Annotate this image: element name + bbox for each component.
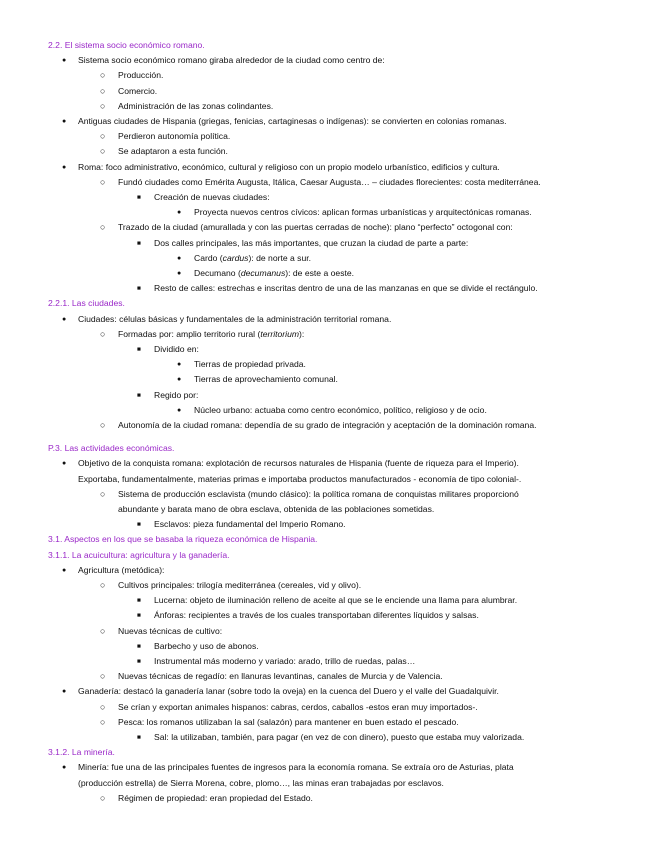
list-item-level-3: Lucerna: objeto de iluminación relleno de aceite al que se le enciende una llama para alumbrar. (154, 595, 518, 606)
bullet-icon: ■ (137, 346, 141, 353)
bullet-icon: ○ (100, 792, 106, 803)
list-item-level-3: Resto de calles: estrechas e inscritas dentro de una de las manzanas en que se divide el rectángulo. (154, 283, 538, 294)
bullet-icon: ○ (100, 328, 106, 339)
bullet-icon: ● (177, 361, 182, 369)
list-item-level-2: Autonomía de la ciudad romana: dependía de su grado de integración y aceptación de la dominación romana. (118, 420, 537, 430)
bullet-icon: ● (62, 460, 67, 468)
list-item-level-4: Tierras de propiedad privada. (194, 359, 306, 370)
list-item-level-2: Nuevas técnicas de cultivo: (118, 625, 223, 636)
bullet-icon: ■ (137, 285, 141, 293)
list-item-level-3: Dos calles principales, las más importantes, que cruzan la ciudad de parte a parte: (154, 237, 469, 248)
list-item-level-4: Tierras de aprovechamiento comunal. (194, 374, 338, 385)
list-item-level-1: Antiguas ciudades de Hispania (griegas, fenicias, cartaginesas o indígenas): se convierten en colonias romanas. (78, 116, 507, 126)
bullet-icon: ■ (137, 521, 141, 529)
bullet-icon: ○ (100, 701, 106, 712)
list-item-level-1: Sistema socio económico romano giraba alrededor de la ciudad como centro de: (78, 55, 385, 66)
list-item-level-1: Roma: foco administrativo, económico, cultural y religioso con un propio modelo urbanístico, edificios y cultura. (78, 161, 500, 172)
bullet-icon: ● (62, 163, 67, 171)
bullet-icon: ● (62, 688, 67, 696)
bullet-icon: ■ (137, 658, 141, 665)
list-item-continuation: Exportaba, fundamentalmente, materias primas e importaba productos manufacturados - economía de tipo colonial-. (78, 473, 522, 484)
bullet-icon: ○ (100, 488, 106, 499)
bullet-icon: ○ (100, 716, 106, 727)
bullet-icon: ○ (100, 131, 106, 142)
bullet-icon: ● (177, 376, 182, 384)
list-item-level-2: Cultivos principales: trilogía mediterránea (cereales, vid y olivo). (118, 580, 362, 590)
section-heading: 2.2. El sistema socio económico romano. (48, 40, 205, 50)
section-heading: P.3. Las actividades económicas. (48, 443, 175, 454)
bullet-icon: ○ (100, 222, 106, 233)
bullet-icon: ■ (137, 642, 141, 650)
bullet-icon: ■ (137, 194, 141, 201)
list-item-level-2: Perdieron autonomía política. (118, 131, 231, 142)
bullet-icon: ■ (137, 734, 141, 741)
bullet-icon: ○ (100, 671, 106, 682)
list-item-level-2: Formadas por: amplio territorio rural (territorium): (118, 328, 305, 339)
list-item-level-4: Cardo (cardus): de norte a sur. (194, 252, 312, 263)
bullet-icon: ● (62, 57, 67, 65)
list-item-level-2: Se adaptaron a esta función. (118, 146, 228, 157)
list-item-level-1: Objetivo de la conquista romana: explotación de recursos naturales de Hispania (fuente de riqueza para el Imperio). (78, 458, 519, 469)
list-item-level-3: Esclavos: pieza fundamental del Imperio Romano. (154, 519, 346, 530)
bullet-icon: ● (62, 566, 67, 574)
list-item-level-2: Comercio. (118, 85, 158, 96)
list-item-level-3: Regido por: (154, 389, 199, 400)
list-item-level-2: Se crían y exportan animales hispanos: cabras, cerdos, caballos -estos eran muy importados-. (118, 701, 478, 712)
bullet-icon: ● (62, 118, 67, 125)
bullet-icon: ○ (100, 100, 106, 111)
bullet-icon: ○ (100, 85, 106, 96)
list-item-level-2: Pesca: los romanos utilizaban la sal (salazón) para mantener en buen estado el pescado. (118, 716, 459, 727)
list-item-level-2: Trazado de la ciudad (amurallada y con las puertas cerradas de noche): plano “perfecto” octogonal con: (118, 222, 513, 233)
bullet-icon: ■ (137, 597, 141, 605)
list-item-level-4: Núcleo urbano: actuaba como centro económico, político, religioso y de ocio. (194, 404, 487, 415)
bullet-icon: ■ (137, 612, 141, 620)
list-item-level-3: Creación de nuevas ciudades: (154, 192, 270, 202)
list-item-continuation: (producción estrella) de Sierra Morena, cobre, plomo…, las minas eran trabajadas por esclavos. (78, 777, 444, 788)
list-item-level-2: Sistema de producción esclavista (mundo clásico): la política romana de conquistas militares proporcionó (118, 488, 519, 499)
section-heading: 3.1.1. La acuicultura: agricultura y la ganadería. (48, 549, 230, 560)
list-item-level-3: Ánforas: recipientes a través de los cuales transportaban diferentes líquidos y salsas. (154, 610, 479, 621)
bullet-icon: ● (62, 764, 67, 772)
bullet-icon: ● (177, 406, 182, 414)
section-heading: 2.2.1. Las ciudades. (48, 298, 125, 309)
bullet-icon: ● (62, 315, 67, 323)
bullet-icon: ● (177, 254, 182, 262)
list-item-level-3: Dividido en: (154, 344, 199, 354)
list-item-level-1: Ciudades: células básicas y fundamentales de la administración territorial romana. (78, 313, 392, 324)
bullet-icon: ○ (100, 176, 106, 187)
list-item-level-3: Sal: la utilizaban, también, para pagar (en vez de con dinero), puesto que estaba muy valorizada. (154, 732, 525, 742)
list-item-continuation: abundante y barata mano de obra esclava, obtenida de las poblaciones sometidas. (118, 504, 435, 514)
list-item-level-3: Barbecho y uso de abonos. (154, 640, 259, 651)
list-item-level-2: Producción. (118, 70, 164, 81)
list-item-level-2: Fundó ciudades como Emérita Augusta, Itálica, Caesar Augusta… – ciudades florecientes: costa mediterránea. (118, 176, 541, 187)
list-item-level-2: Nuevas técnicas de regadío: en llanuras levantinas, canales de Murcia y de Valencia. (118, 671, 443, 682)
list-item-level-1: Minería: fue una de las principales fuentes de ingresos para la economía romana. Se extraía oro de Asturias, plata (78, 762, 514, 773)
bullet-icon: ○ (100, 146, 106, 157)
bullet-icon: ■ (137, 239, 141, 247)
list-item-level-4: Proyecta nuevos centros cívicos: aplican formas urbanísticas y arquitectónicas romanas. (194, 207, 532, 218)
bullet-icon: ○ (100, 625, 106, 636)
list-item-level-1: Ganadería: destacó la ganadería lanar (sobre todo la oveja) en la cuenca del Duero y el valle del Guadalquivir. (78, 686, 499, 697)
list-item-level-1: Agricultura (metódica): (78, 564, 165, 575)
bullet-icon: ○ (100, 420, 106, 430)
section-heading: 3.1.2. La minería. (48, 747, 115, 758)
bullet-icon: ■ (137, 391, 141, 399)
bullet-icon: ● (177, 209, 182, 217)
section-heading: 3.1. Aspectos en los que se basaba la riqueza económica de Hispania. (48, 534, 318, 545)
list-item-level-2: Administración de las zonas colindantes. (118, 100, 274, 111)
bullet-icon: ● (177, 270, 182, 277)
list-item-level-2: Régimen de propiedad: eran propiedad del Estado. (118, 792, 313, 803)
list-item-level-3: Instrumental más moderno y variado: arado, trillo de ruedas, palas… (154, 656, 416, 666)
bullet-icon: ○ (100, 70, 106, 81)
bullet-icon: ○ (100, 580, 106, 590)
list-item-level-4: Decumano (decumanus): de este a oeste. (194, 268, 355, 278)
